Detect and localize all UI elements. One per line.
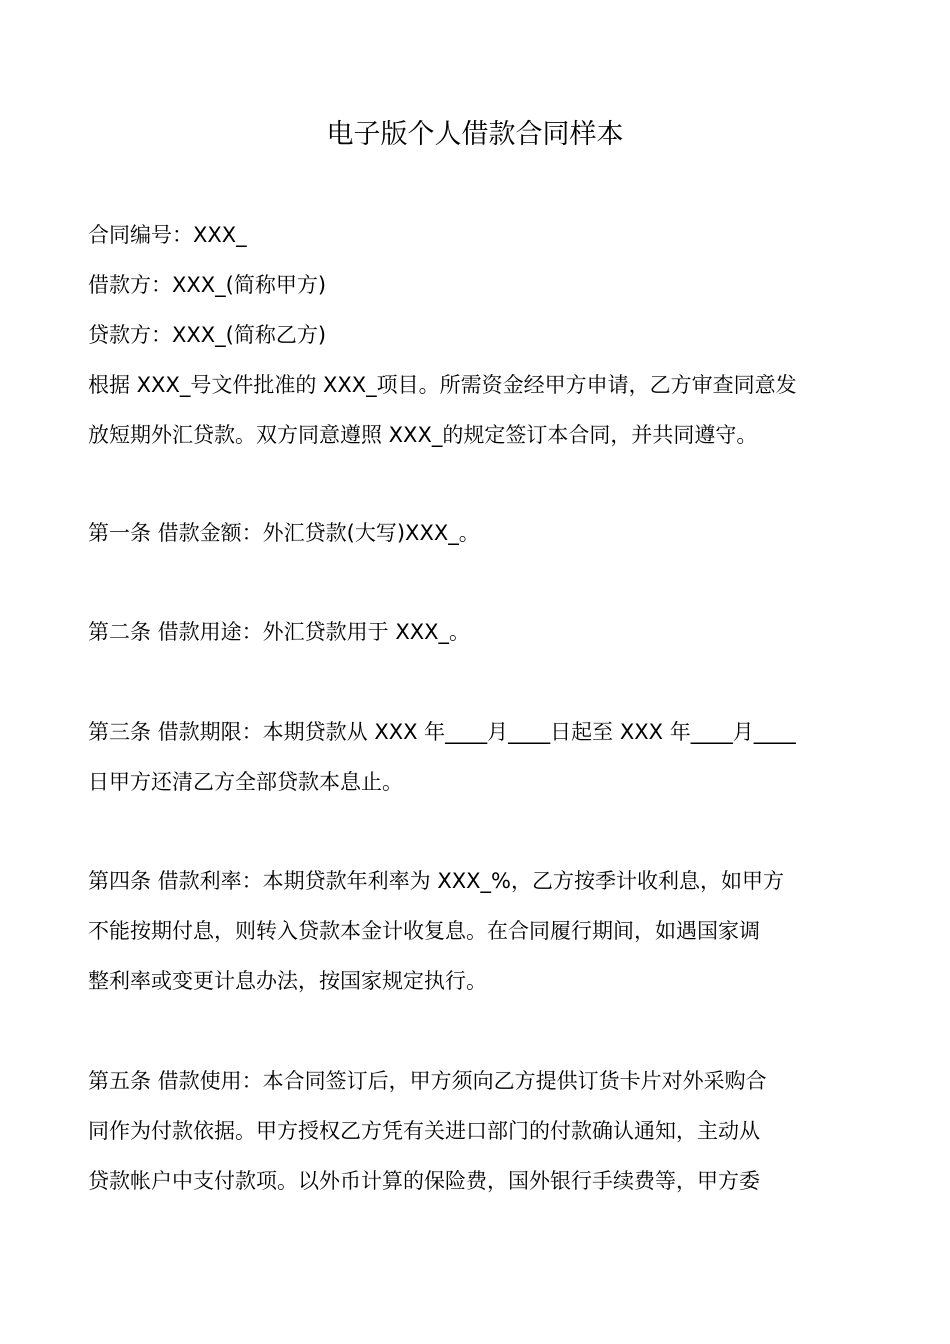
intro-line: 放短期外汇贷款。双方同意遵照 XXX_的规定签订本合同，并共同遵守。	[88, 423, 758, 447]
borrower-line: 借款方：XXX_(简称甲方)	[88, 273, 327, 297]
article-2-line: 第二条 借款用途：外汇贷款用于 XXX_。	[88, 620, 471, 644]
intro-line: 根据 XXX_号文件批准的 XXX_项目。所需资金经甲方申请，乙方审查同意发	[88, 373, 797, 397]
article-3-line: 日甲方还清乙方全部贷款本息止。	[88, 770, 403, 794]
article-1-line: 第一条 借款金额：外汇贷款(大写)XXX_。	[88, 521, 480, 545]
document-title: 电子版个人借款合同样本	[326, 119, 624, 150]
article-4-line: 整利率或变更计息办法，按国家规定执行。	[88, 969, 487, 993]
article-5-line: 贷款帐户中支付款项。以外币计算的保险费，国外银行手续费等，甲方委	[88, 1169, 760, 1193]
article-5-line: 第五条 借款使用：本合同签订后，甲方须向乙方提供订货卡片对外采购合	[88, 1069, 767, 1093]
article-5-line: 同作为付款依据。甲方授权乙方凭有关进口部门的付款确认通知，主动从	[88, 1119, 760, 1143]
contract-number-line: 合同编号：XXX_	[88, 223, 247, 247]
article-4-line: 第四条 借款利率：本期贷款年利率为 XXX_%，乙方按季计收利息，如甲方	[88, 869, 784, 893]
article-4-line: 不能按期付息，则转入贷款本金计收复息。在合同履行期间，如遇国家调	[88, 919, 760, 943]
article-3-line: 第三条 借款期限：本期贷款从 XXX 年____月____日起至 XXX 年____月____	[88, 720, 796, 744]
lender-line: 贷款方：XXX_(简称乙方)	[88, 323, 327, 347]
